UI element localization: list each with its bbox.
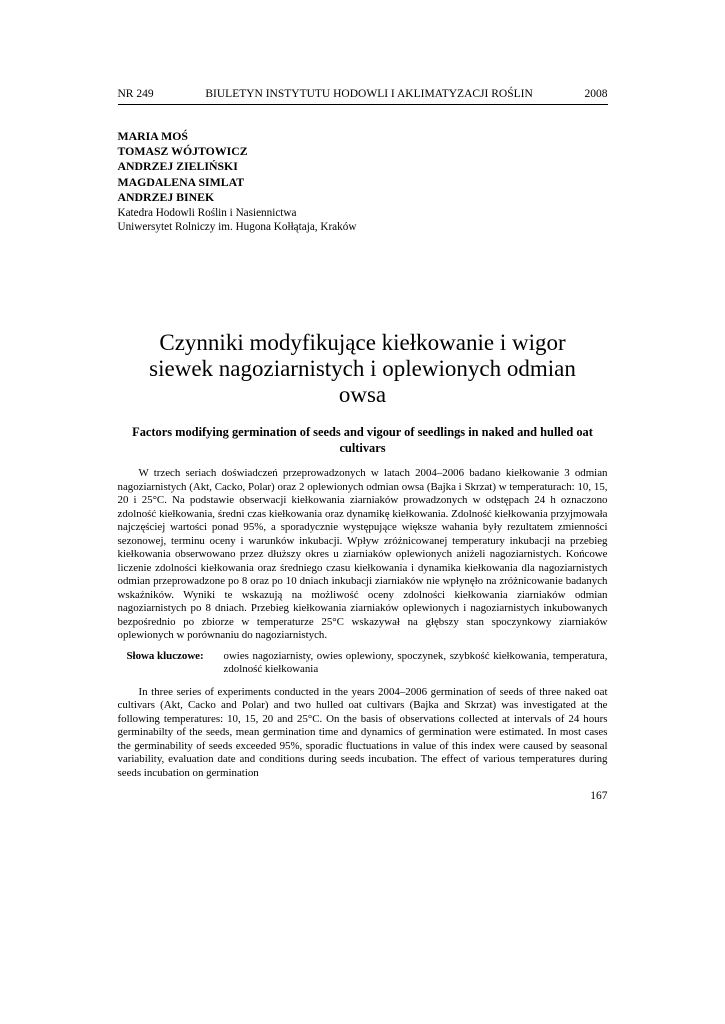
keywords-block [118, 650, 608, 677]
abstract-english: In three series of experiments conducted in the years 2004–2006 germination of seeds of three naked oat cultivars (Akt, Cacko and Polar) and two hulled oat cultivars (Bajka and Skrzat) was investigated at the following temperatures: 10, 15, 20 and 25°C. On the basis of observations collected at intervals of 24 hours germinabilty of the seeds, mean germination time and dynamics of germination were estimated. In most cases the germinability of seeds exceeded 95%, sporadic fluctuations in value of this index were caused by seasonal variability, evaluation date and conditions during seeds incubation. The effect of various temperatures during seeds incubation on germination [117, 685, 608, 779]
article-title-english: Factors modifying germination of seeds and vigour of seedlings in naked and hulled oat cultivars [132, 425, 593, 455]
keywords-text: owies nagoziarnisty, owies oplewiony, spoczynek, szybkość kiełkowania, temperatura, zdolność kiełkowania [223, 649, 608, 676]
journal-title: BIULETYN INSTYTUTU HODOWLI I AKLIMATYZACJI ROŚLIN [205, 88, 533, 100]
author-name: MARIA MOŚ [117, 129, 188, 143]
page-number: 167 [590, 790, 608, 803]
author-name: ANDRZEJ ZIELIŃSKI [117, 159, 238, 174]
authors-block [118, 129, 608, 205]
affiliation-line: Katedra Hodowli Roślin i Nasiennictwa [117, 207, 297, 220]
keywords-label: Słowa kluczowe: [126, 649, 204, 662]
publication-year: 2008 [584, 88, 608, 100]
author-name: MAGDALENA SIMLAT [117, 174, 245, 189]
affiliation-block [118, 206, 608, 234]
running-head [118, 88, 608, 105]
author-name: ANDRZEJ BINEK [117, 189, 215, 204]
article-title-polish: Czynniki modyfikujące kiełkowanie i wigor siewek nagoziarnistych i oplewionych odmian owsa [149, 330, 576, 408]
page-content [118, 0, 608, 802]
issue-number: NR 249 [117, 88, 154, 100]
affiliation-line: Uniwersytet Rolniczy im. Hugona Kołłątaja, Kraków [117, 221, 357, 234]
abstract-polish: W trzech seriach doświadczeń przeprowadzonych w latach 2004–2006 badano kiełkowanie 3 odmian nagoziarnistych (Akt, Cacko, Polar) oraz 2 oplewionych odmian owsa (Bajka i Skrzat) w temperaturach: 10, 15, 20 i 25°C. Na podstawie obserwacji kiełkowania ziarniaków prowadzonych w odstępach 24 h oznaczono zdolność kiełkowania, średni czas kiełkowania oraz dynamikę kiełkowania. Zdolność kiełkowania przyjmowała najczęściej wartości ponad 95%, a sporadycznie występujące większe wahania były rezultatem zmienności sezonowej, terminu oceny i warunków inkubacji. Wpływ zróżnicowanej temperatury inkubacji na przebieg kiełkowania obserwowano przez dłuższy okres u ziarniaków oplewionych aniżeli nagoziarnistych. Końcowe liczenie zdolności kiełkowania oraz średniego czasu kiełkowania i dynamika kiełkowania dla nagoziarnistych odmian przeprowadzone po 8 oraz po 10 dniach inkubacji ziarniaków nie wpłynęło na zróżnicowanie badanych wskaźników. Wyniki te wskazują na możliwość oceny zdolności kiełkowania ziarniaków odmian nagoziarnistych po 8 dniach. Przebieg kiełkowania ziarniaków oplewionych i nagoziarnistych inkubowanych bezpośrednio po zbiorze w temperaturze 25°C wskazywał na głębszy stan spoczynkowy ziarniaków oplewionych w porównaniu do nagoziarnistych. [117, 467, 608, 642]
author-name: TOMASZ WÓJTOWICZ [117, 144, 248, 159]
